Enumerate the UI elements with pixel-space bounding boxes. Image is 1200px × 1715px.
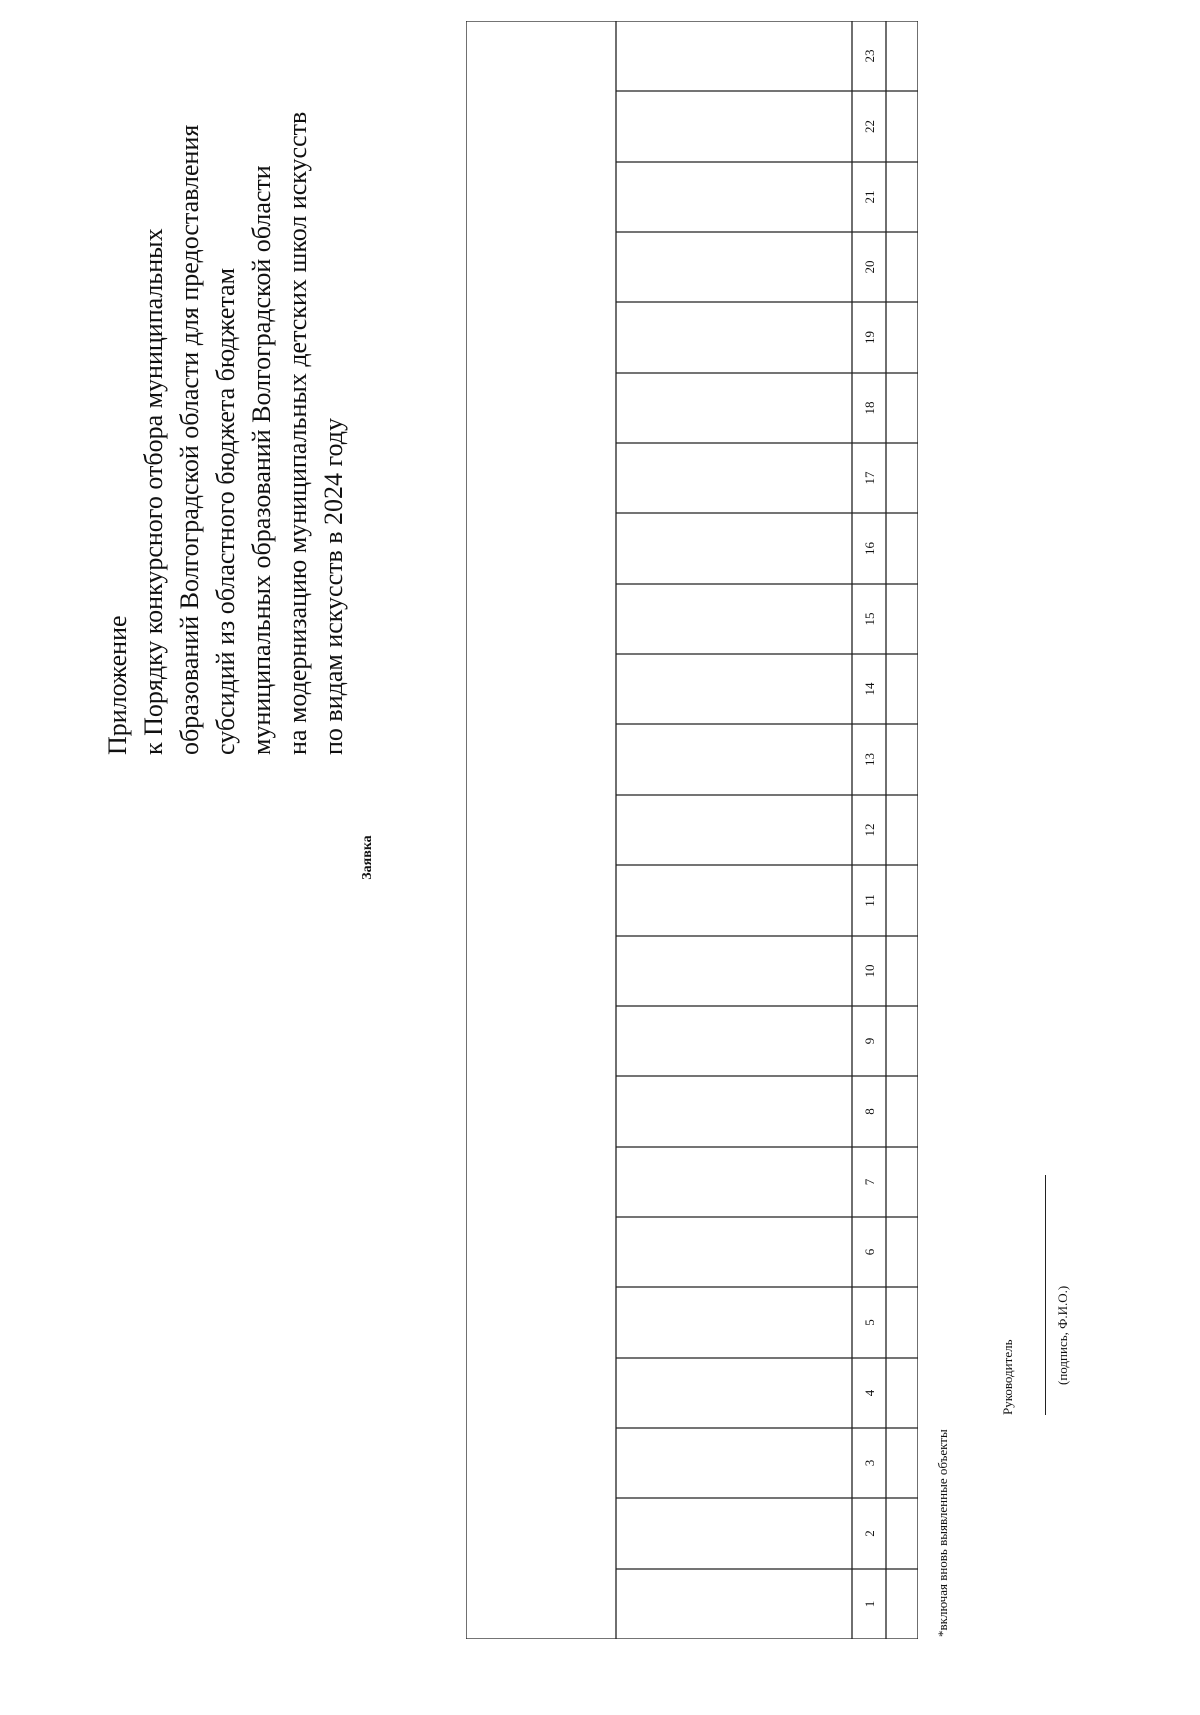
column-number: 6 bbox=[862, 1248, 877, 1256]
signature-line bbox=[1045, 1175, 1046, 1415]
column-number: 5 bbox=[862, 1319, 877, 1326]
appendix-line: по видам искусств в 2024 году bbox=[319, 417, 348, 755]
column-number: 15 bbox=[862, 612, 877, 626]
appendix-line: субсидий из областного бюджета бюджетам bbox=[211, 267, 240, 755]
appendix-line: Приложение bbox=[103, 615, 132, 755]
appendix-line: муниципальных образований Волгоградской области bbox=[247, 165, 276, 755]
column-number: 18 bbox=[862, 401, 877, 415]
head-label: Руководитель bbox=[1000, 1339, 1015, 1415]
column-number: 2 bbox=[862, 1530, 877, 1537]
appendix-line: к Порядку конкурсного отбора муниципальных bbox=[139, 228, 168, 755]
column-number: 1 bbox=[862, 1600, 877, 1608]
appendix-line: образований Волгоградской области для предоставления bbox=[175, 124, 204, 755]
column-number: 17 bbox=[862, 471, 877, 485]
column-number: 23 bbox=[862, 49, 877, 63]
appendix-line: на модернизацию муниципальных детских школ искусств bbox=[283, 111, 312, 755]
form-title: Заявка bbox=[360, 835, 375, 880]
column-number: 14 bbox=[862, 682, 877, 696]
column-number: 22 bbox=[862, 120, 877, 133]
column-number: 9 bbox=[862, 1037, 877, 1045]
column-number: 20 bbox=[862, 260, 877, 274]
column-number: 7 bbox=[862, 1178, 877, 1186]
column-number: 4 bbox=[862, 1389, 877, 1397]
footnote: *включая вновь выявленные объекты bbox=[935, 1429, 950, 1637]
column-number: 21 bbox=[862, 190, 877, 204]
signature-caption: (подпись, Ф.И.О.) bbox=[1055, 1285, 1070, 1385]
column-number: 16 bbox=[862, 542, 877, 555]
column-number: 10 bbox=[862, 964, 877, 978]
appendix-heading bbox=[100, 55, 352, 755]
column-number: 13 bbox=[862, 753, 877, 766]
application-table bbox=[466, 21, 918, 1639]
column-number: 3 bbox=[862, 1459, 877, 1467]
column-number: 19 bbox=[862, 331, 877, 344]
column-number: 8 bbox=[862, 1108, 877, 1115]
column-number: 11 bbox=[862, 894, 877, 907]
column-number: 12 bbox=[862, 823, 877, 837]
